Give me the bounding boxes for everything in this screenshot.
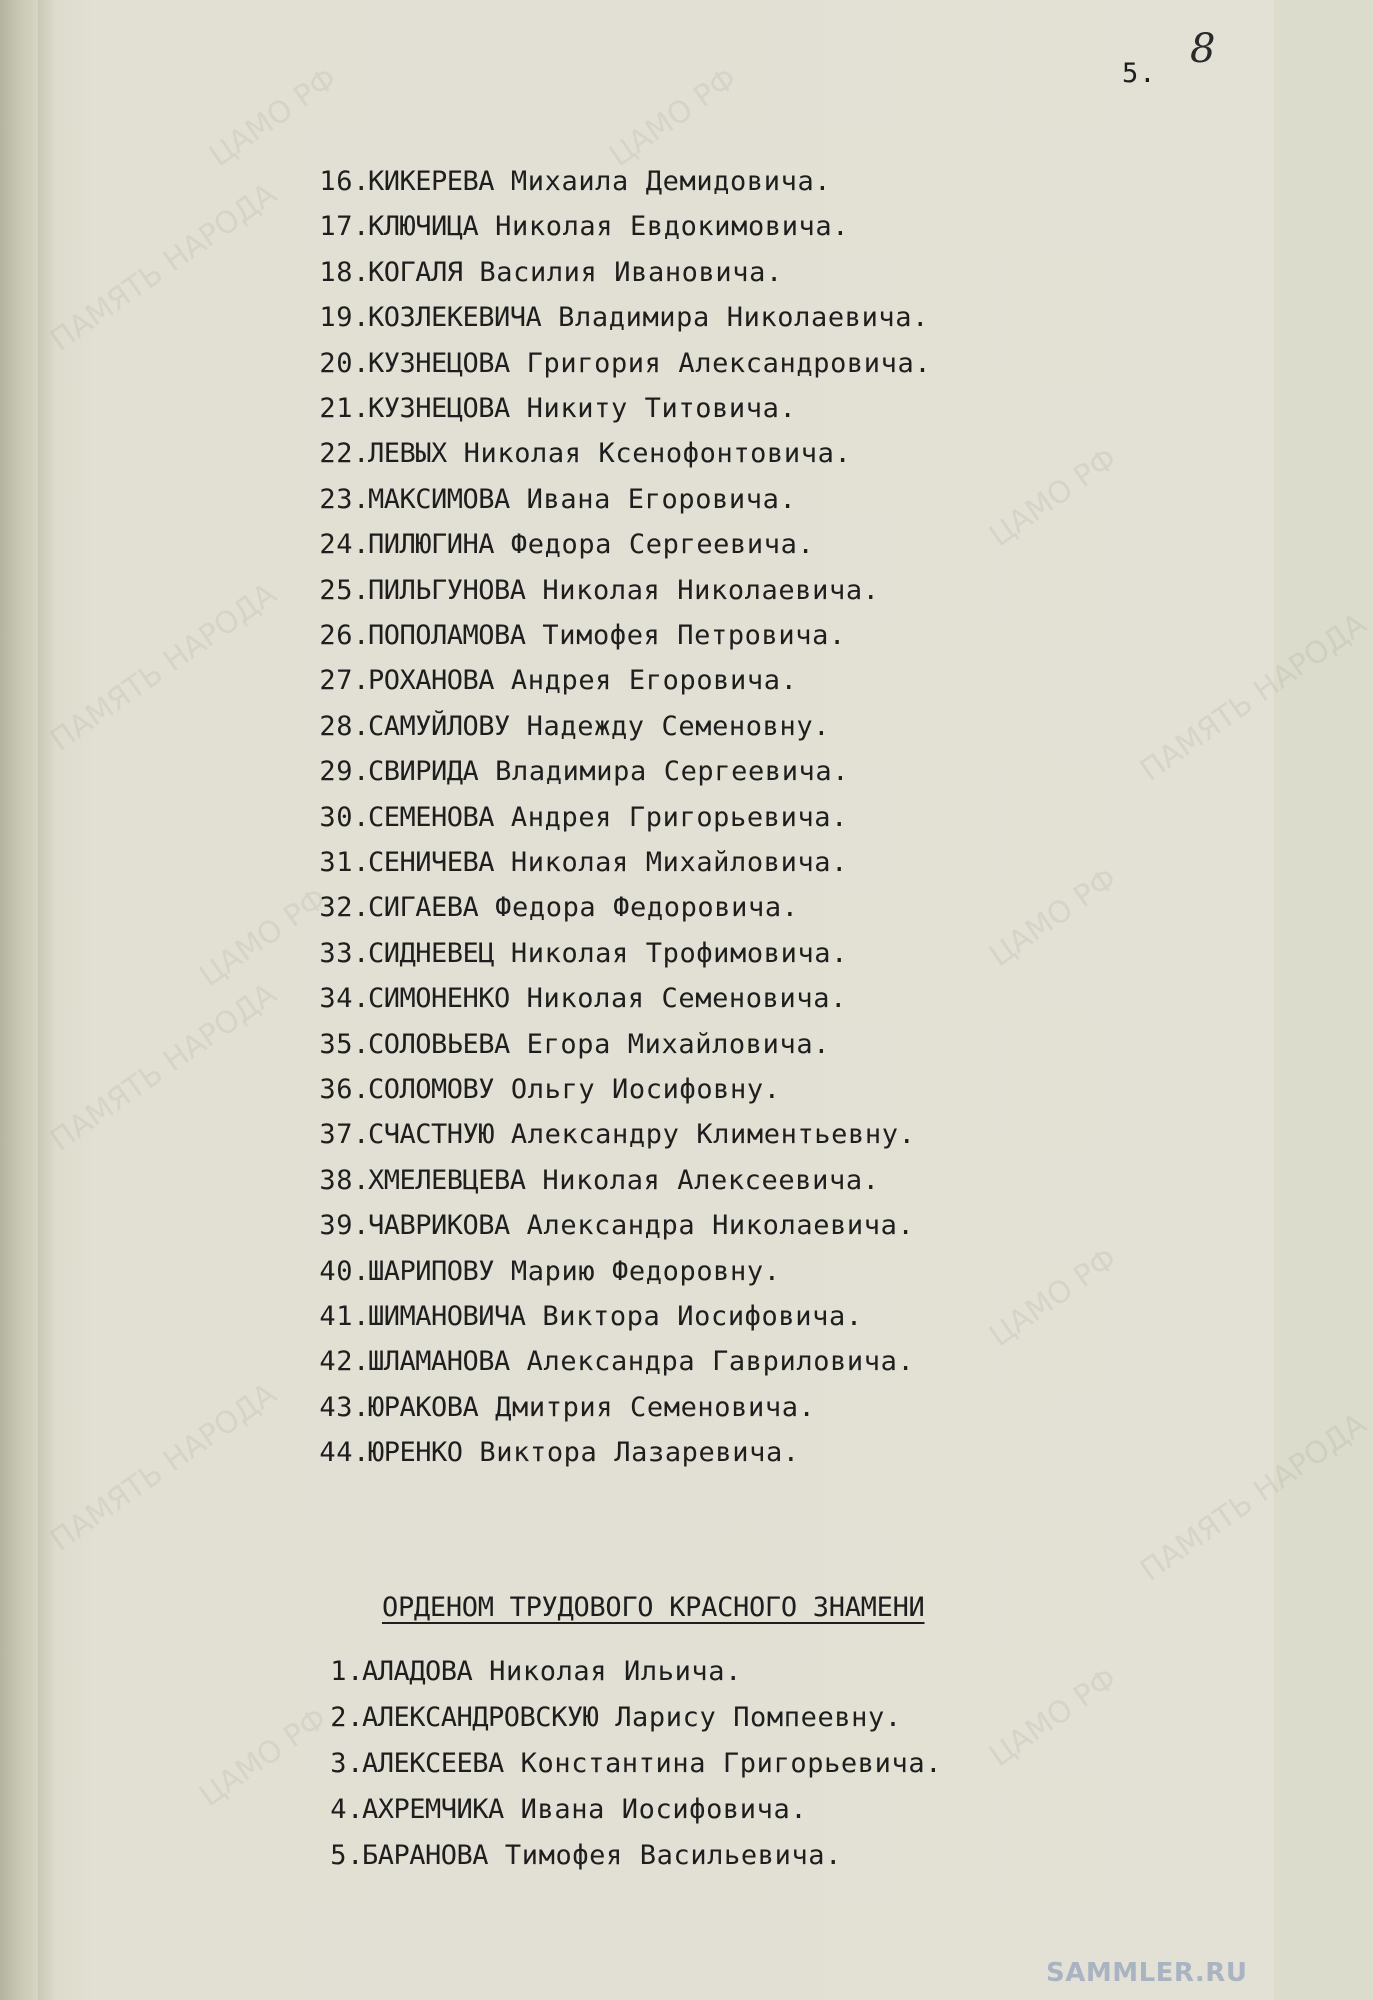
list-item-name bbox=[368, 1346, 914, 1377]
list-item-surname: САМУЙЛОВУ bbox=[368, 710, 510, 742]
list-item-number: 22. bbox=[319, 438, 370, 470]
list-item-given-names: Виктора Иосифовича. bbox=[542, 1301, 863, 1332]
list-item-name bbox=[368, 802, 848, 833]
list-item-given-names: Марию Федоровну. bbox=[510, 1255, 781, 1287]
list-item-name bbox=[368, 620, 846, 651]
list-item-given-names: Александра Гавриловича. bbox=[526, 1346, 915, 1378]
list-item-number: 37. bbox=[319, 1119, 370, 1151]
list-item-number: 1. bbox=[330, 1656, 364, 1687]
list-item-number: 26. bbox=[319, 620, 370, 651]
list-item-surname: КОГАЛЯ bbox=[368, 256, 463, 288]
list-item-surname: КИКЕРЕВА bbox=[368, 166, 495, 197]
list-item-number: 25. bbox=[319, 574, 370, 606]
list-item-surname: СИДНЕВЕЦ bbox=[368, 937, 495, 969]
list-item-surname: ПОПОЛАМОВА bbox=[368, 620, 526, 651]
list-item-surname: КОЗЛЕКЕВИЧА bbox=[368, 302, 542, 334]
list-item-given-names: Тимофея Васильевича. bbox=[504, 1840, 843, 1871]
list-item-given-names: Надежду Семеновну. bbox=[526, 710, 831, 742]
list-item-name bbox=[368, 1256, 781, 1287]
list-item-name bbox=[368, 665, 797, 696]
list-item-given-names: Ивана Иосифовича. bbox=[520, 1794, 808, 1825]
list-item-number: 32. bbox=[319, 892, 370, 924]
list-item-name bbox=[368, 1119, 915, 1150]
list-item-surname: ЮРАКОВА bbox=[368, 1391, 479, 1423]
list-item-number: 31. bbox=[319, 847, 370, 878]
list-item-surname: МАКСИМОВА bbox=[368, 483, 510, 515]
list-item-given-names: Владимира Сергеевича. bbox=[495, 756, 850, 788]
list-item-number: 42. bbox=[319, 1346, 370, 1378]
list-item-given-names: Андрея Егоровича. bbox=[510, 665, 798, 697]
list-item-given-names: Никиту Титовича. bbox=[526, 393, 797, 424]
list-item-number: 43. bbox=[319, 1391, 370, 1423]
list-item-number: 33. bbox=[319, 937, 370, 969]
list-item-given-names: Ларису Помпеевну. bbox=[615, 1702, 902, 1733]
list-item-name bbox=[368, 393, 796, 424]
list-item-name bbox=[368, 756, 849, 787]
list-item-number: 18. bbox=[319, 256, 370, 288]
list-item-given-names: Егора Михайловича. bbox=[526, 1028, 831, 1060]
list-item-surname: СИМОНЕНКО bbox=[368, 983, 510, 1015]
list-item-surname: ШИМАНОВИЧА bbox=[368, 1301, 526, 1332]
list-item-given-names: Григория Александровича. bbox=[526, 347, 932, 379]
list-item-number: 39. bbox=[319, 1210, 370, 1242]
list-item-surname: АЛЕКСЕЕВА bbox=[362, 1748, 504, 1779]
list-item-number: 24. bbox=[319, 529, 370, 561]
list-item-given-names: Андрея Григорьевича. bbox=[510, 801, 849, 833]
list-item-surname: ШАРИПОВУ bbox=[368, 1255, 495, 1287]
list-item-number: 38. bbox=[319, 1164, 370, 1196]
list-item-number: 2. bbox=[330, 1702, 364, 1733]
list-item-name bbox=[368, 166, 831, 197]
list-item-number: 5. bbox=[330, 1840, 364, 1871]
list-item-given-names: Константина Григорьевича. bbox=[520, 1748, 943, 1779]
list-item-name bbox=[368, 1029, 830, 1060]
list-item-number: 4. bbox=[330, 1794, 364, 1825]
list-item-given-names: Александру Климентьевну. bbox=[510, 1119, 916, 1151]
list-item-surname: АЛАДОВА bbox=[362, 1656, 473, 1687]
list-item-surname: СЕНИЧЕВА bbox=[368, 847, 495, 878]
list-item-surname: ХМЕЛЕВЦЕВА bbox=[368, 1164, 526, 1196]
list-item-surname: БАРАНОВА bbox=[362, 1840, 489, 1871]
list-item-given-names: Николая Трофимовича. bbox=[510, 937, 849, 969]
list-item-surname: ЧАВРИКОВА bbox=[368, 1210, 510, 1242]
list-item-number: 17. bbox=[319, 211, 370, 243]
list-item-name bbox=[368, 938, 848, 969]
list-item-name bbox=[368, 438, 851, 469]
list-item-name bbox=[368, 484, 796, 515]
list-item-surname: ПИЛЬГУНОВА bbox=[368, 574, 526, 606]
list-item-name bbox=[368, 847, 848, 878]
list-item-name bbox=[362, 1656, 742, 1687]
list-item-number: 27. bbox=[319, 665, 370, 697]
list-item-name bbox=[362, 1702, 902, 1733]
site-watermark: SAMMLER.RU bbox=[1046, 1958, 1248, 1988]
list-item-number: 41. bbox=[319, 1301, 370, 1332]
handwritten-page-number: 8 bbox=[1190, 26, 1216, 72]
list-item-name bbox=[368, 1437, 800, 1468]
list-item-given-names: Дмитрия Семеновича. bbox=[495, 1391, 816, 1423]
list-item-name bbox=[362, 1748, 942, 1779]
list-item-given-names: Ивана Егоровича. bbox=[526, 483, 797, 515]
list-item-surname: РОХАНОВА bbox=[368, 665, 495, 697]
list-item-name bbox=[362, 1840, 842, 1871]
list-item-number: 21. bbox=[319, 393, 370, 424]
list-item-given-names: Василия Ивановича. bbox=[479, 256, 783, 288]
list-item-name bbox=[368, 1165, 880, 1196]
list-item-surname: АХРЕМЧИКА bbox=[362, 1794, 504, 1825]
list-item-name bbox=[368, 711, 830, 742]
list-item-surname: СОЛОВЬЕВА bbox=[368, 1028, 510, 1060]
list-item-name bbox=[368, 892, 799, 923]
list-item-name bbox=[368, 529, 814, 560]
list-item-name bbox=[368, 211, 849, 242]
list-item-given-names: Федора Сергеевича. bbox=[510, 529, 815, 561]
watermark-memory: НАРОДА bbox=[1247, 606, 1373, 710]
list-item-name bbox=[368, 1210, 914, 1241]
list-item-name bbox=[368, 1301, 863, 1332]
list-item-name bbox=[368, 257, 783, 288]
list-item-surname: СВИРИДА bbox=[368, 756, 479, 788]
list-item-number: 40. bbox=[319, 1255, 370, 1287]
list-item-number: 29. bbox=[319, 756, 370, 788]
list-item-name bbox=[368, 1074, 781, 1105]
list-item-given-names: Николая Ксенофонтовича. bbox=[463, 438, 852, 470]
list-item-surname: СЕМЕНОВА bbox=[368, 801, 495, 833]
list-item-number: 35. bbox=[319, 1028, 370, 1060]
list-item-number: 23. bbox=[319, 483, 370, 515]
list-item-surname: КУЗНЕЦОВА bbox=[368, 347, 510, 379]
list-item-surname: КЛЮЧИЦА bbox=[368, 211, 479, 243]
list-item-given-names: Николая Алексеевича. bbox=[542, 1164, 880, 1196]
list-item-given-names: Николая Николаевича. bbox=[542, 574, 880, 606]
section-title-order: ОРДЕНОМ ТРУДОВОГО КРАСНОГО ЗНАМЕНИ bbox=[382, 1592, 925, 1623]
list-item-name bbox=[368, 302, 929, 333]
list-item-given-names: Александра Николаевича. bbox=[526, 1210, 915, 1242]
list-item-given-names: Виктора Лазаревича. bbox=[479, 1437, 800, 1469]
watermark-memory: НАРОДА bbox=[1247, 1406, 1373, 1510]
list-item-given-names: Михаила Демидовича. bbox=[510, 166, 832, 197]
list-item-number: 44. bbox=[319, 1437, 370, 1469]
list-item-number: 30. bbox=[319, 801, 370, 833]
list-item-number: 28. bbox=[319, 710, 370, 742]
list-item-number: 36. bbox=[319, 1074, 370, 1105]
list-item-number: 34. bbox=[319, 983, 370, 1015]
list-item-given-names: Николая Михайловича. bbox=[510, 847, 849, 878]
list-item-given-names: Ольгу Иосифовну. bbox=[510, 1074, 781, 1105]
list-item-surname: ШЛАМАНОВА bbox=[368, 1346, 510, 1378]
list-item-name bbox=[368, 1392, 815, 1423]
list-item-surname: СИГАЕВА bbox=[368, 892, 479, 924]
list-item-number: 19. bbox=[319, 302, 370, 334]
list-item-given-names: Федора Федоровича. bbox=[495, 892, 799, 924]
list-item-name bbox=[368, 983, 847, 1014]
page-spine-shadow bbox=[0, 0, 38, 2000]
list-item-surname: ПИЛЮГИНА bbox=[368, 529, 495, 561]
list-item-number: 16. bbox=[319, 166, 370, 197]
list-item-number: 3. bbox=[330, 1748, 364, 1779]
list-item-number: 20. bbox=[319, 347, 370, 379]
list-item-given-names: Владимира Николаевича. bbox=[558, 302, 929, 334]
list-item-surname: ЮРЕНКО bbox=[368, 1437, 463, 1469]
list-item-given-names: Николая Евдокимовича. bbox=[495, 211, 850, 243]
list-item-name bbox=[368, 348, 931, 379]
list-item-given-names: Николая Семеновича. bbox=[526, 983, 847, 1015]
page-number: 5. bbox=[1122, 58, 1157, 89]
list-item-surname: СЧАСТНУЮ bbox=[368, 1119, 495, 1151]
list-item-given-names: Тимофея Петровича. bbox=[542, 620, 846, 651]
list-item-surname: АЛЕКСАНДРОВСКУЮ bbox=[362, 1702, 599, 1733]
list-item-name bbox=[368, 575, 880, 606]
list-item-name bbox=[362, 1794, 807, 1825]
list-item-given-names: Николая Ильича. bbox=[489, 1656, 742, 1687]
list-item-surname: КУЗНЕЦОВА bbox=[368, 393, 510, 424]
list-item-surname: ЛЕВЫХ bbox=[368, 438, 447, 470]
list-item-surname: СОЛОМОВУ bbox=[368, 1074, 495, 1105]
